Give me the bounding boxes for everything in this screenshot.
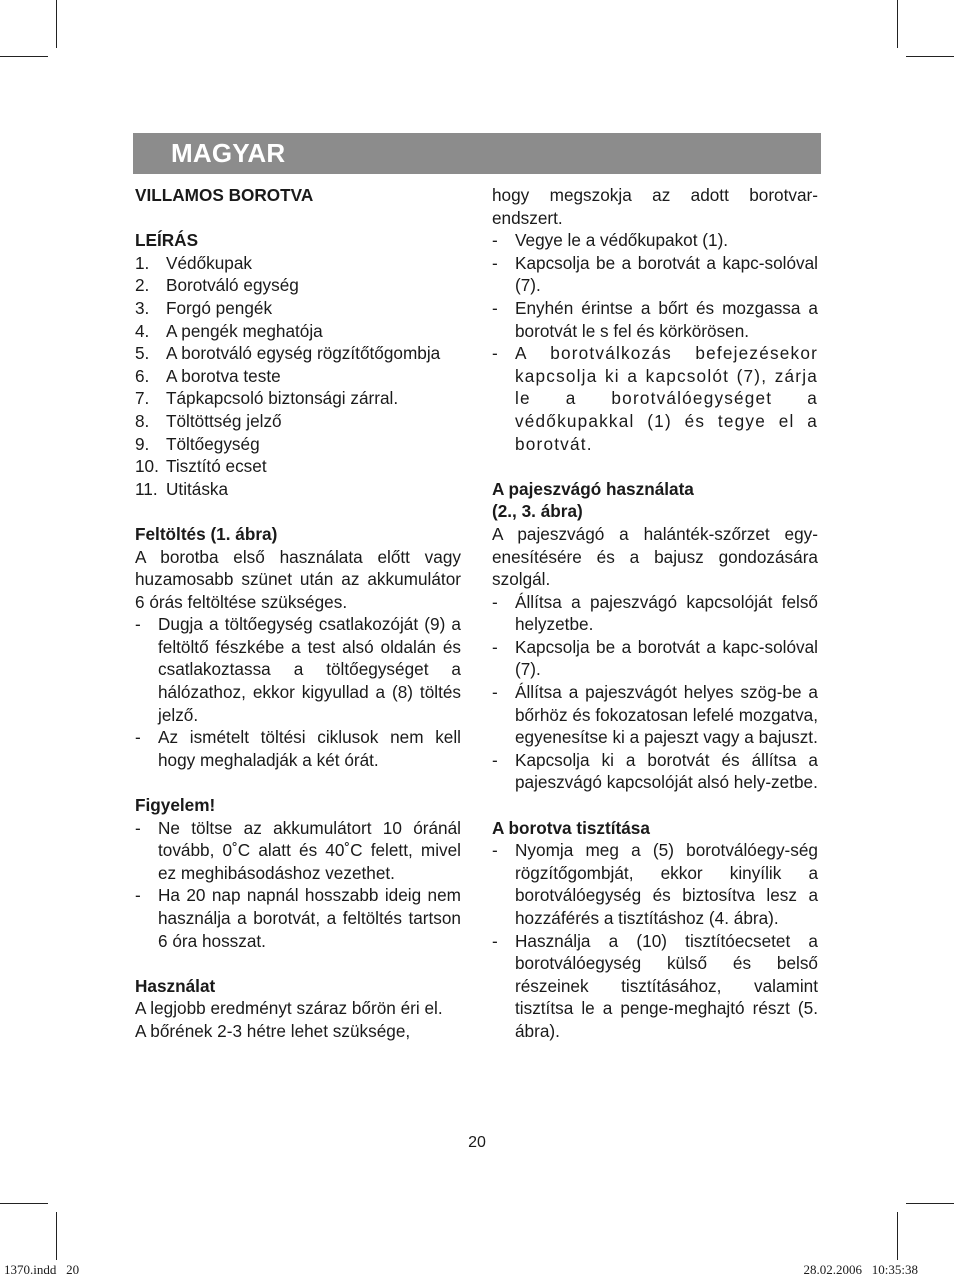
- list-item: - Ne töltse az akkumulátort 10 óránál tovább, 0˚C alatt és 40˚C felett, mivel ez meghibásodáshoz vezethet.: [135, 817, 461, 883]
- crop-mark: [897, 0, 898, 48]
- language-header-band: [133, 133, 821, 174]
- document-title: VILLAMOS BOROTVA: [135, 185, 314, 205]
- list-item: - Vegye le a védőkupakot (1).: [492, 230, 729, 251]
- charging-intro: A borotba első használata előtt vagy huzamosabb szünet után az akkumulátor 6 órás feltöltése szükséges.: [135, 546, 461, 612]
- warning-list: [135, 817, 461, 953]
- usage-continued-text: hogy megszokja az adott borotvar-endszert.: [492, 185, 818, 228]
- crop-mark: [0, 56, 48, 57]
- trimmer-heading: A pajeszvágó használata: [492, 478, 694, 499]
- language-title: MAGYAR: [171, 138, 286, 168]
- charging-steps: [135, 613, 461, 771]
- list-item: - Dugja a töltőegység csatlakozóját (9) a feltöltő fészkébe a test alsó oldalán és csatlakoztassa a töltőegységet a hálózathoz, ekkor kigyullad a (8) töltés jelző.: [135, 614, 461, 725]
- trimmer-intro: A pajeszvágó a halánték-szőrzet egy-enesítésére és a bajusz gondozására szolgál.: [492, 523, 818, 590]
- crop-mark: [897, 1212, 898, 1260]
- list-item: - Az ismételt töltési ciklusok nem kell hogy meghaladják a két órát.: [135, 727, 461, 770]
- usage-steps: [492, 229, 818, 455]
- charging-heading: Feltöltés (1. ábra): [135, 523, 278, 544]
- list-item: - Kapcsolja be a borotvát a kapc-solóval (7).: [492, 636, 818, 680]
- list-item: 5. A borotváló egység rögzítőtőgombja: [135, 343, 441, 364]
- right-column: [492, 184, 818, 1043]
- footer-timestamp: 28.02.2006 10:35:38: [803, 1262, 918, 1277]
- page-number: 20: [468, 1134, 486, 1151]
- list-item: 4. A pengék meghatója: [135, 320, 323, 341]
- list-item: - Állítsa a pajeszvágó kapcsolóját felső helyzetbe.: [492, 591, 818, 635]
- list-item: - Állítsa a pajeszvágót helyes szög-be a bőrhöz és fokozatosan lefelé mozgatva, egyenesítse ki a pajeszt vagy a bajuszt.: [492, 682, 818, 748]
- crop-mark: [906, 56, 954, 57]
- list-item: 6. A borotva teste: [135, 365, 281, 386]
- list-item: 7. Tápkapcsoló biztonsági zárral.: [135, 388, 399, 409]
- trimmer-steps: [492, 591, 818, 794]
- usage-paragraph: A legjobb eredményt száraz bőrön éri el.: [135, 998, 443, 1019]
- list-item: - Kapcsolja ki a borotvát és állítsa a pajeszvágó kapcsolóját alsó hely-zetbe.: [492, 749, 818, 793]
- list-item: 10. Tisztító ecset: [135, 456, 267, 477]
- list-item: 1. Védőkupak: [135, 252, 253, 273]
- crop-mark: [56, 0, 57, 48]
- list-item: - A borotválkozás befejezésekor kapcsolja ki a kapcsolót (7), zárja le a borotválóegységet a védőkupakkal (1) és tegye el a borotvát.: [492, 343, 818, 454]
- crop-mark: [0, 1203, 48, 1204]
- footer-file-info: 1370.indd 20: [4, 1262, 80, 1277]
- list-item: 9. Töltőegység: [135, 433, 260, 454]
- description-heading: LEÍRÁS: [135, 230, 199, 251]
- list-item: - Nyomja meg a (5) borotválóegy-ség rögzítőgombját, ekkor kinyílik a borotválóegység és biztosítva lesz a hozzáférés a tisztításhoz (4. ábra).: [492, 840, 818, 928]
- usage-heading: Használat: [135, 975, 216, 996]
- list-item: - Ha 20 nap napnál hosszabb ideig nem használja a borotvát, a feltöltés tartson 6 óra hosszat.: [135, 885, 461, 951]
- list-item: - Használja a (10) tisztítóecsetet a borotválóegység külső és belső részeinek tisztításához, valamint tisztítsa le a penge-meghajtó részt (5. ábra).: [492, 930, 818, 1041]
- crop-mark: [906, 1203, 954, 1204]
- parts-list: [135, 252, 461, 501]
- trimmer-heading-figures: (2., 3. ábra): [492, 501, 583, 522]
- warning-heading: Figyelem!: [135, 795, 216, 816]
- list-item: 8. Töltöttség jelző: [135, 410, 282, 431]
- list-item: - Enyhén érintse a bőrt és mozgassa a borotvát le s fel és körkörösen.: [492, 297, 818, 341]
- cleaning-steps: [492, 839, 818, 1042]
- list-item: 11. Utitáska: [135, 478, 229, 499]
- list-item: - Kapcsolja be a borotvát a kapc-solóval (7).: [492, 252, 818, 296]
- cleaning-heading: A borotva tisztítása: [492, 817, 650, 838]
- crop-mark: [56, 1212, 57, 1260]
- left-column: [135, 184, 461, 1043]
- list-item: 2. Borotváló egység: [135, 275, 299, 296]
- list-item: 3. Forgó pengék: [135, 297, 273, 318]
- usage-paragraph: A bőrének 2-3 hétre lehet szüksége,: [135, 1020, 411, 1041]
